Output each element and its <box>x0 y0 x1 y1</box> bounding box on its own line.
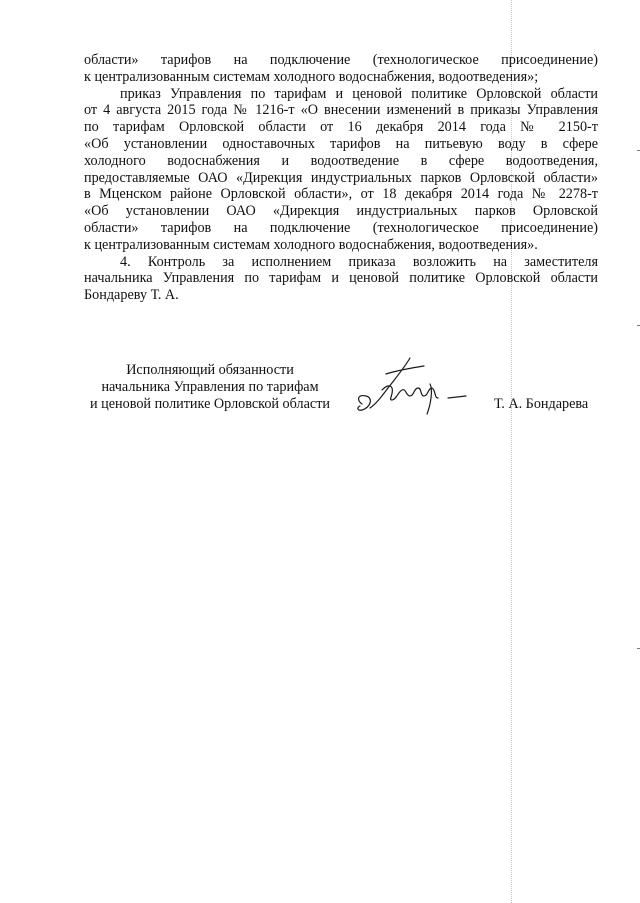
handwritten-signature <box>352 354 472 416</box>
text-line: приказ Управления по тарифам и ценовой политике Орловской области <box>120 85 598 102</box>
text-line: к централизованным системам холодного водоснабжения, водоотведения»; <box>84 68 539 85</box>
signatory-title <box>80 362 340 412</box>
signatory-title-line: и ценовой политике Орловской области <box>90 395 330 412</box>
text-line: области» тарифов на подключение (технологическое присоединение) <box>84 52 598 68</box>
text-line: Бондареву Т. А. <box>84 287 179 304</box>
text-line: 4. Контроль за исполнением приказа возложить на заместителя <box>120 253 598 270</box>
signatory-name: Т. А. Бондарева <box>494 396 589 412</box>
text-line: начальника Управления по тарифам и ценовой политике Орловской области <box>84 270 598 287</box>
text-line: области» тарифов на подключение (технологическое присоединение) <box>84 219 598 236</box>
document-body <box>84 52 598 304</box>
signatory-title-line: начальника Управления по тарифам <box>101 378 319 395</box>
text-line: холодного водоснабжения и водоотведение в сфере водоотведения, <box>84 152 598 169</box>
text-line: «Об установлении одноставочных тарифов на питьевую воду в сфере <box>84 135 598 152</box>
text-line: по тарифам Орловской области от 16 декабря 2014 года № 2150-т <box>84 119 598 136</box>
signatory-title-line: Исполняющий обязанности <box>126 362 294 378</box>
text-line: в Мценском районе Орловской области», от 18 декабря 2014 года № 2278-т <box>84 186 598 203</box>
text-line: от 4 августа 2015 года № 1216-т «О внесении изменений в приказы Управления <box>84 102 598 119</box>
signature-block <box>0 362 640 422</box>
text-line: к централизованным системам холодного водоснабжения, водоотведения». <box>84 236 538 253</box>
text-line: «Об установлении ОАО «Дирекция индустриальных парков Орловской <box>84 203 598 220</box>
text-line: предоставляемые ОАО «Дирекция индустриальных парков Орловской области» <box>84 169 598 186</box>
